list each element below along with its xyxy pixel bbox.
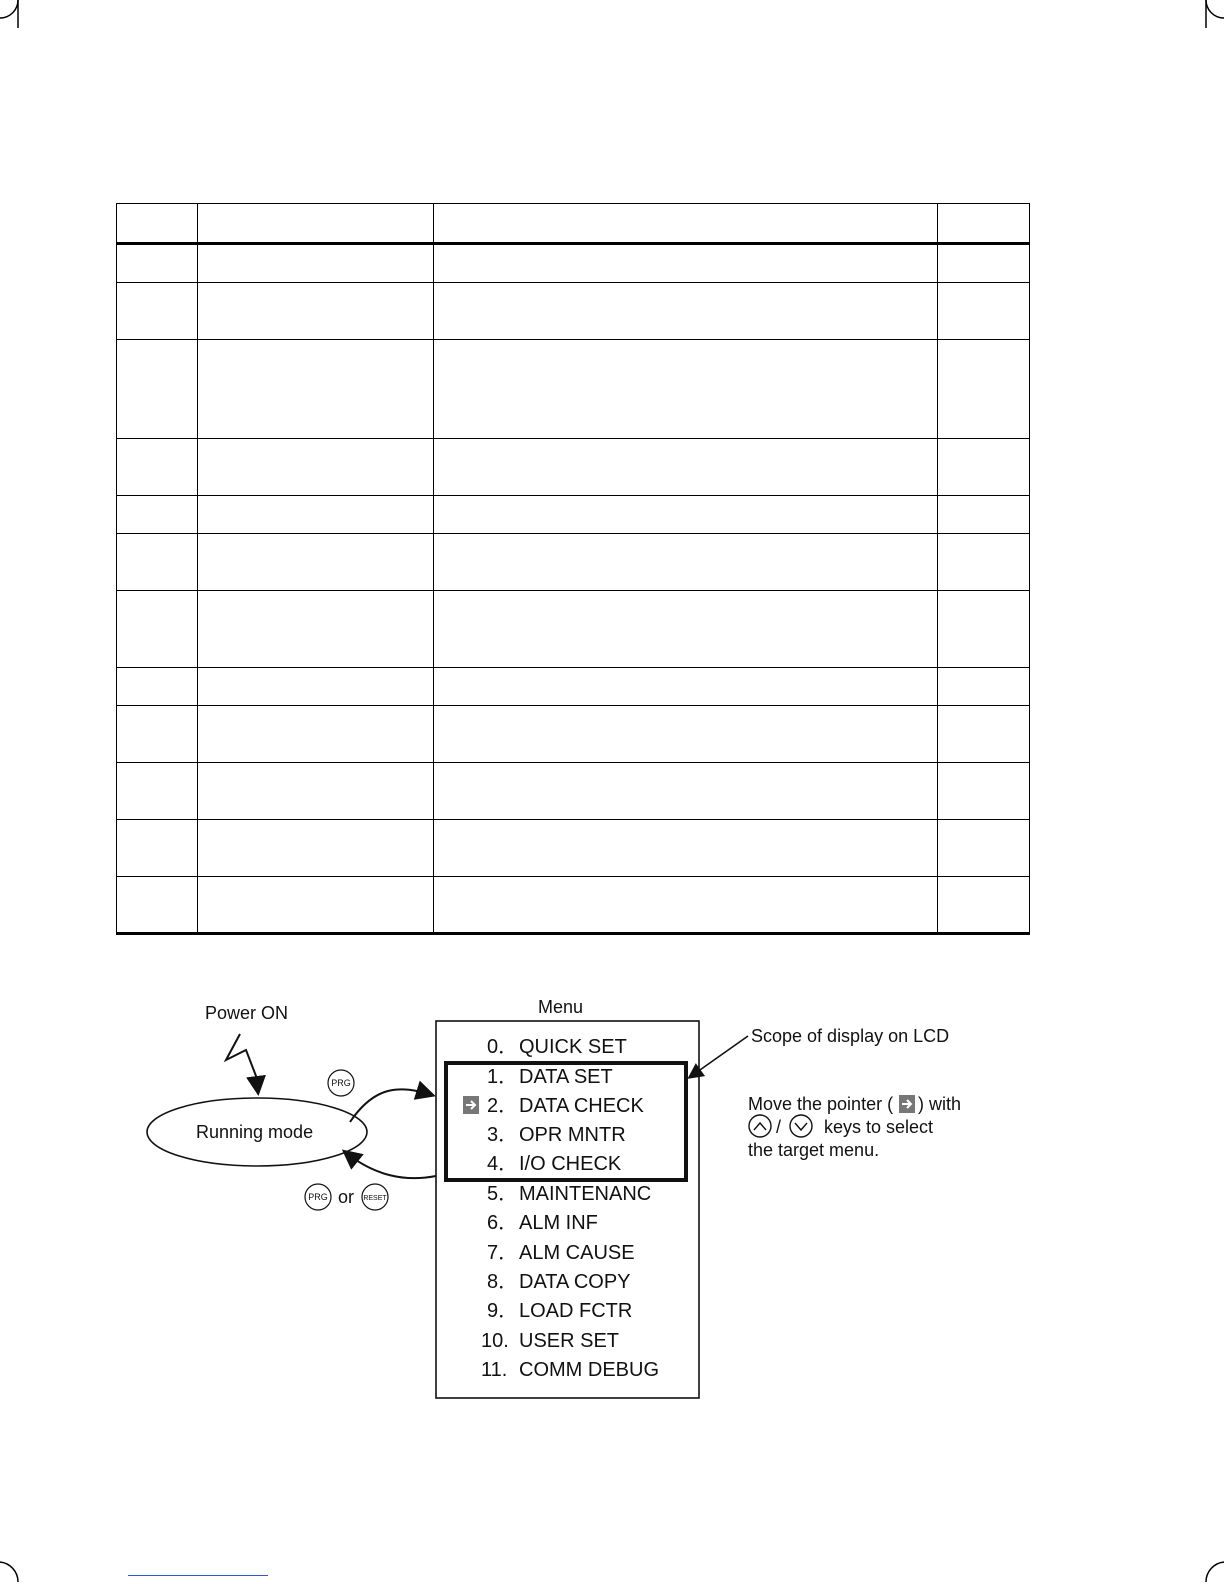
table-cell — [937, 591, 1029, 668]
table-cell — [434, 668, 938, 706]
table-row — [117, 496, 1030, 534]
table-cell — [937, 668, 1029, 706]
table-cell — [117, 668, 198, 706]
pointer-icon — [463, 1096, 479, 1114]
footer-link-underline[interactable] — [128, 1575, 268, 1576]
table-row — [117, 439, 1030, 496]
table-header-row — [117, 204, 1030, 244]
table-cell — [434, 283, 938, 340]
table-cell — [198, 496, 434, 534]
table-cell — [937, 820, 1029, 877]
menu-item-comm-debug[interactable]: COMM DEBUG — [519, 1359, 659, 1381]
menu-item-number: 0． — [487, 1036, 519, 1058]
menu-item-alm-cause[interactable]: ALM CAUSE — [519, 1242, 635, 1264]
menu-item-maintenanc[interactable]: MAINTENANC — [519, 1183, 652, 1205]
menu-item-number: 9． — [487, 1300, 519, 1322]
table-cell — [117, 283, 198, 340]
table-cell — [117, 591, 198, 668]
menu-item-io-check[interactable]: I/O CHECK — [519, 1153, 622, 1175]
table-row — [117, 283, 1030, 340]
running-mode-label: Running mode — [196, 1122, 314, 1142]
menu-item-number: 6． — [487, 1212, 519, 1234]
crop-mark-top-right — [1194, 0, 1224, 30]
table-cell — [937, 877, 1029, 934]
table-cell — [198, 763, 434, 820]
table-cell — [434, 244, 938, 283]
table-cell — [937, 706, 1029, 763]
menu-item-number: 1． — [487, 1066, 519, 1088]
table-cell — [198, 244, 434, 283]
menu-item-number: 11. — [481, 1359, 508, 1381]
reset-key-label: RESET — [363, 1195, 387, 1202]
table-cell — [434, 820, 938, 877]
menu-item-data-copy[interactable]: DATA COPY — [519, 1271, 631, 1293]
table-cell — [198, 591, 434, 668]
table-cell — [937, 439, 1029, 496]
table-cell — [937, 340, 1029, 439]
menu-navigation-diagram — [0, 990, 1224, 1410]
prg-key-icon[interactable] — [328, 1070, 354, 1096]
up-key-icon[interactable] — [749, 1115, 771, 1137]
prg-key-icon[interactable] — [305, 1184, 331, 1210]
table-cell — [198, 706, 434, 763]
exit-menu-arrow — [345, 1152, 436, 1178]
table-row — [117, 340, 1030, 439]
table-row — [117, 763, 1030, 820]
menu-item-load-fctr[interactable]: LOAD FCTR — [519, 1300, 633, 1322]
table-cell — [198, 877, 434, 934]
power-on-squiggle — [226, 1034, 258, 1092]
table-cell — [937, 763, 1029, 820]
table-cell — [117, 763, 198, 820]
instruction-line1-end: ) with — [918, 1094, 962, 1114]
table-cell — [937, 244, 1029, 283]
menu-item-quick-set[interactable]: QUICK SET — [519, 1036, 627, 1058]
table-cell — [117, 820, 198, 877]
pointer-icon — [899, 1095, 915, 1113]
table-cell — [198, 340, 434, 439]
prg-key-label: PRG — [331, 1078, 351, 1088]
table-cell — [198, 820, 434, 877]
instruction-line3: the target menu. — [748, 1140, 880, 1160]
table-cell — [117, 877, 198, 934]
table-cell — [198, 283, 434, 340]
crop-mark-top-left — [0, 0, 30, 30]
down-key-icon[interactable] — [790, 1115, 812, 1137]
table-cell — [937, 496, 1029, 534]
reset-key-icon[interactable] — [362, 1184, 388, 1210]
table-cell — [117, 496, 198, 534]
menu-item-number: 8． — [487, 1271, 519, 1293]
lcd-scope-label: Scope of display on LCD — [751, 1026, 950, 1046]
table-cell — [434, 534, 938, 591]
menu-table — [116, 203, 1030, 935]
menu-item-alm-inf[interactable]: ALM INF — [519, 1212, 598, 1234]
table-header-cell — [198, 204, 434, 244]
menu-item-user-set[interactable]: USER SET — [519, 1330, 620, 1352]
menu-item-number: 5． — [487, 1183, 519, 1205]
table-row — [117, 534, 1030, 591]
crop-mark-bottom-left — [0, 1560, 30, 1584]
table-cell — [198, 534, 434, 591]
menu-item-opr-mntr[interactable]: OPR MNTR — [519, 1124, 626, 1146]
table-header-cell — [937, 204, 1029, 244]
table-cell — [937, 283, 1029, 340]
menu-item-number: 10. — [481, 1330, 509, 1352]
table-header-cell — [434, 204, 938, 244]
table-cell — [434, 340, 938, 439]
table-row — [117, 591, 1030, 668]
menu-title: Menu — [538, 997, 584, 1017]
instruction-separator: / — [776, 1117, 782, 1137]
table-row — [117, 877, 1030, 934]
table-cell — [434, 877, 938, 934]
table-cell — [117, 439, 198, 496]
table-cell — [117, 340, 198, 439]
crop-mark-bottom-right — [1194, 1560, 1224, 1584]
table-row — [117, 244, 1030, 283]
table-cell — [198, 439, 434, 496]
table-row — [117, 668, 1030, 706]
table-cell — [117, 706, 198, 763]
prg-key-label: PRG — [308, 1192, 328, 1202]
instruction-line1-start: Move the pointer ( — [748, 1094, 894, 1114]
table-row — [117, 820, 1030, 877]
menu-item-number: 3． — [487, 1124, 519, 1146]
table-cell — [117, 244, 198, 283]
power-on-label: Power ON — [205, 1003, 289, 1023]
table-cell — [434, 439, 938, 496]
menu-item-data-check[interactable]: DATA CHECK — [519, 1095, 644, 1117]
table-cell — [198, 668, 434, 706]
menu-item-number: 7． — [487, 1242, 519, 1264]
table-cell — [434, 496, 938, 534]
table-header-cell — [117, 204, 198, 244]
menu-item-data-set[interactable]: DATA SET — [519, 1066, 613, 1088]
table-row — [117, 706, 1030, 763]
table-cell — [937, 534, 1029, 591]
or-label: or — [338, 1187, 355, 1207]
menu-item-number: 2． — [487, 1095, 519, 1117]
menu-item-number: 4． — [487, 1153, 519, 1175]
instruction-line2-end: keys to select — [824, 1117, 934, 1137]
table-cell — [434, 706, 938, 763]
table-cell — [434, 591, 938, 668]
table-cell — [117, 534, 198, 591]
enter-menu-arrow — [350, 1089, 432, 1122]
table-cell — [434, 763, 938, 820]
